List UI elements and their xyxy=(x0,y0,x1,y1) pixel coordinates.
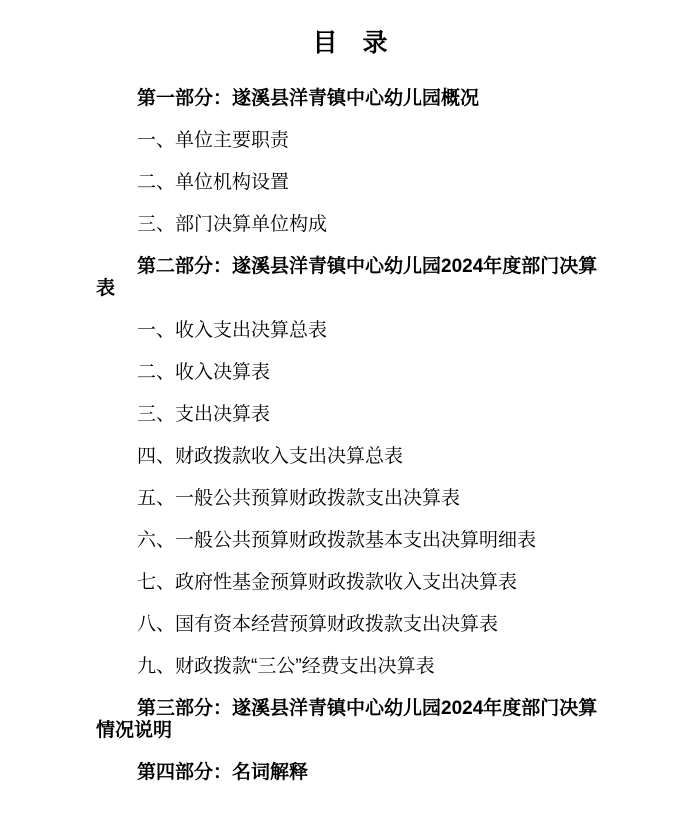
toc-item: 一、单位主要职责 xyxy=(137,130,290,151)
toc-item: 六、一般公共预算财政拨款基本支出决算明细表 xyxy=(137,530,537,551)
toc-item: 四、财政拨款收入支出决算总表 xyxy=(137,446,404,467)
section-heading-part1: 第一部分：遂溪县洋青镇中心幼儿园概况 xyxy=(137,88,480,109)
page-title: 目 录 xyxy=(312,29,388,57)
toc-item: 五、一般公共预算财政拨款支出决算表 xyxy=(137,488,461,509)
toc-item: 八、国有资本经营预算财政拨款支出决算表 xyxy=(137,614,499,635)
section-heading-part2: 第二部分：遂溪县洋青镇中心幼儿园2024年度部门决算表 xyxy=(96,256,598,299)
toc-item: 三、部门决算单位构成 xyxy=(137,214,328,235)
section-heading-part4: 第四部分：名词解释 xyxy=(137,762,309,783)
toc-item: 一、收入支出决算总表 xyxy=(137,320,328,341)
toc-item: 九、财政拨款“三公”经费支出决算表 xyxy=(137,656,435,677)
section-heading-part3: 第三部分：遂溪县洋青镇中心幼儿园2024年度部门决算情况说明 xyxy=(96,698,598,741)
toc-item: 二、单位机构设置 xyxy=(137,172,290,193)
toc-item: 七、政府性基金预算财政拨款收入支出决算表 xyxy=(137,572,518,593)
toc-item: 三、支出决算表 xyxy=(137,404,271,425)
toc-item: 二、收入决算表 xyxy=(137,362,271,383)
